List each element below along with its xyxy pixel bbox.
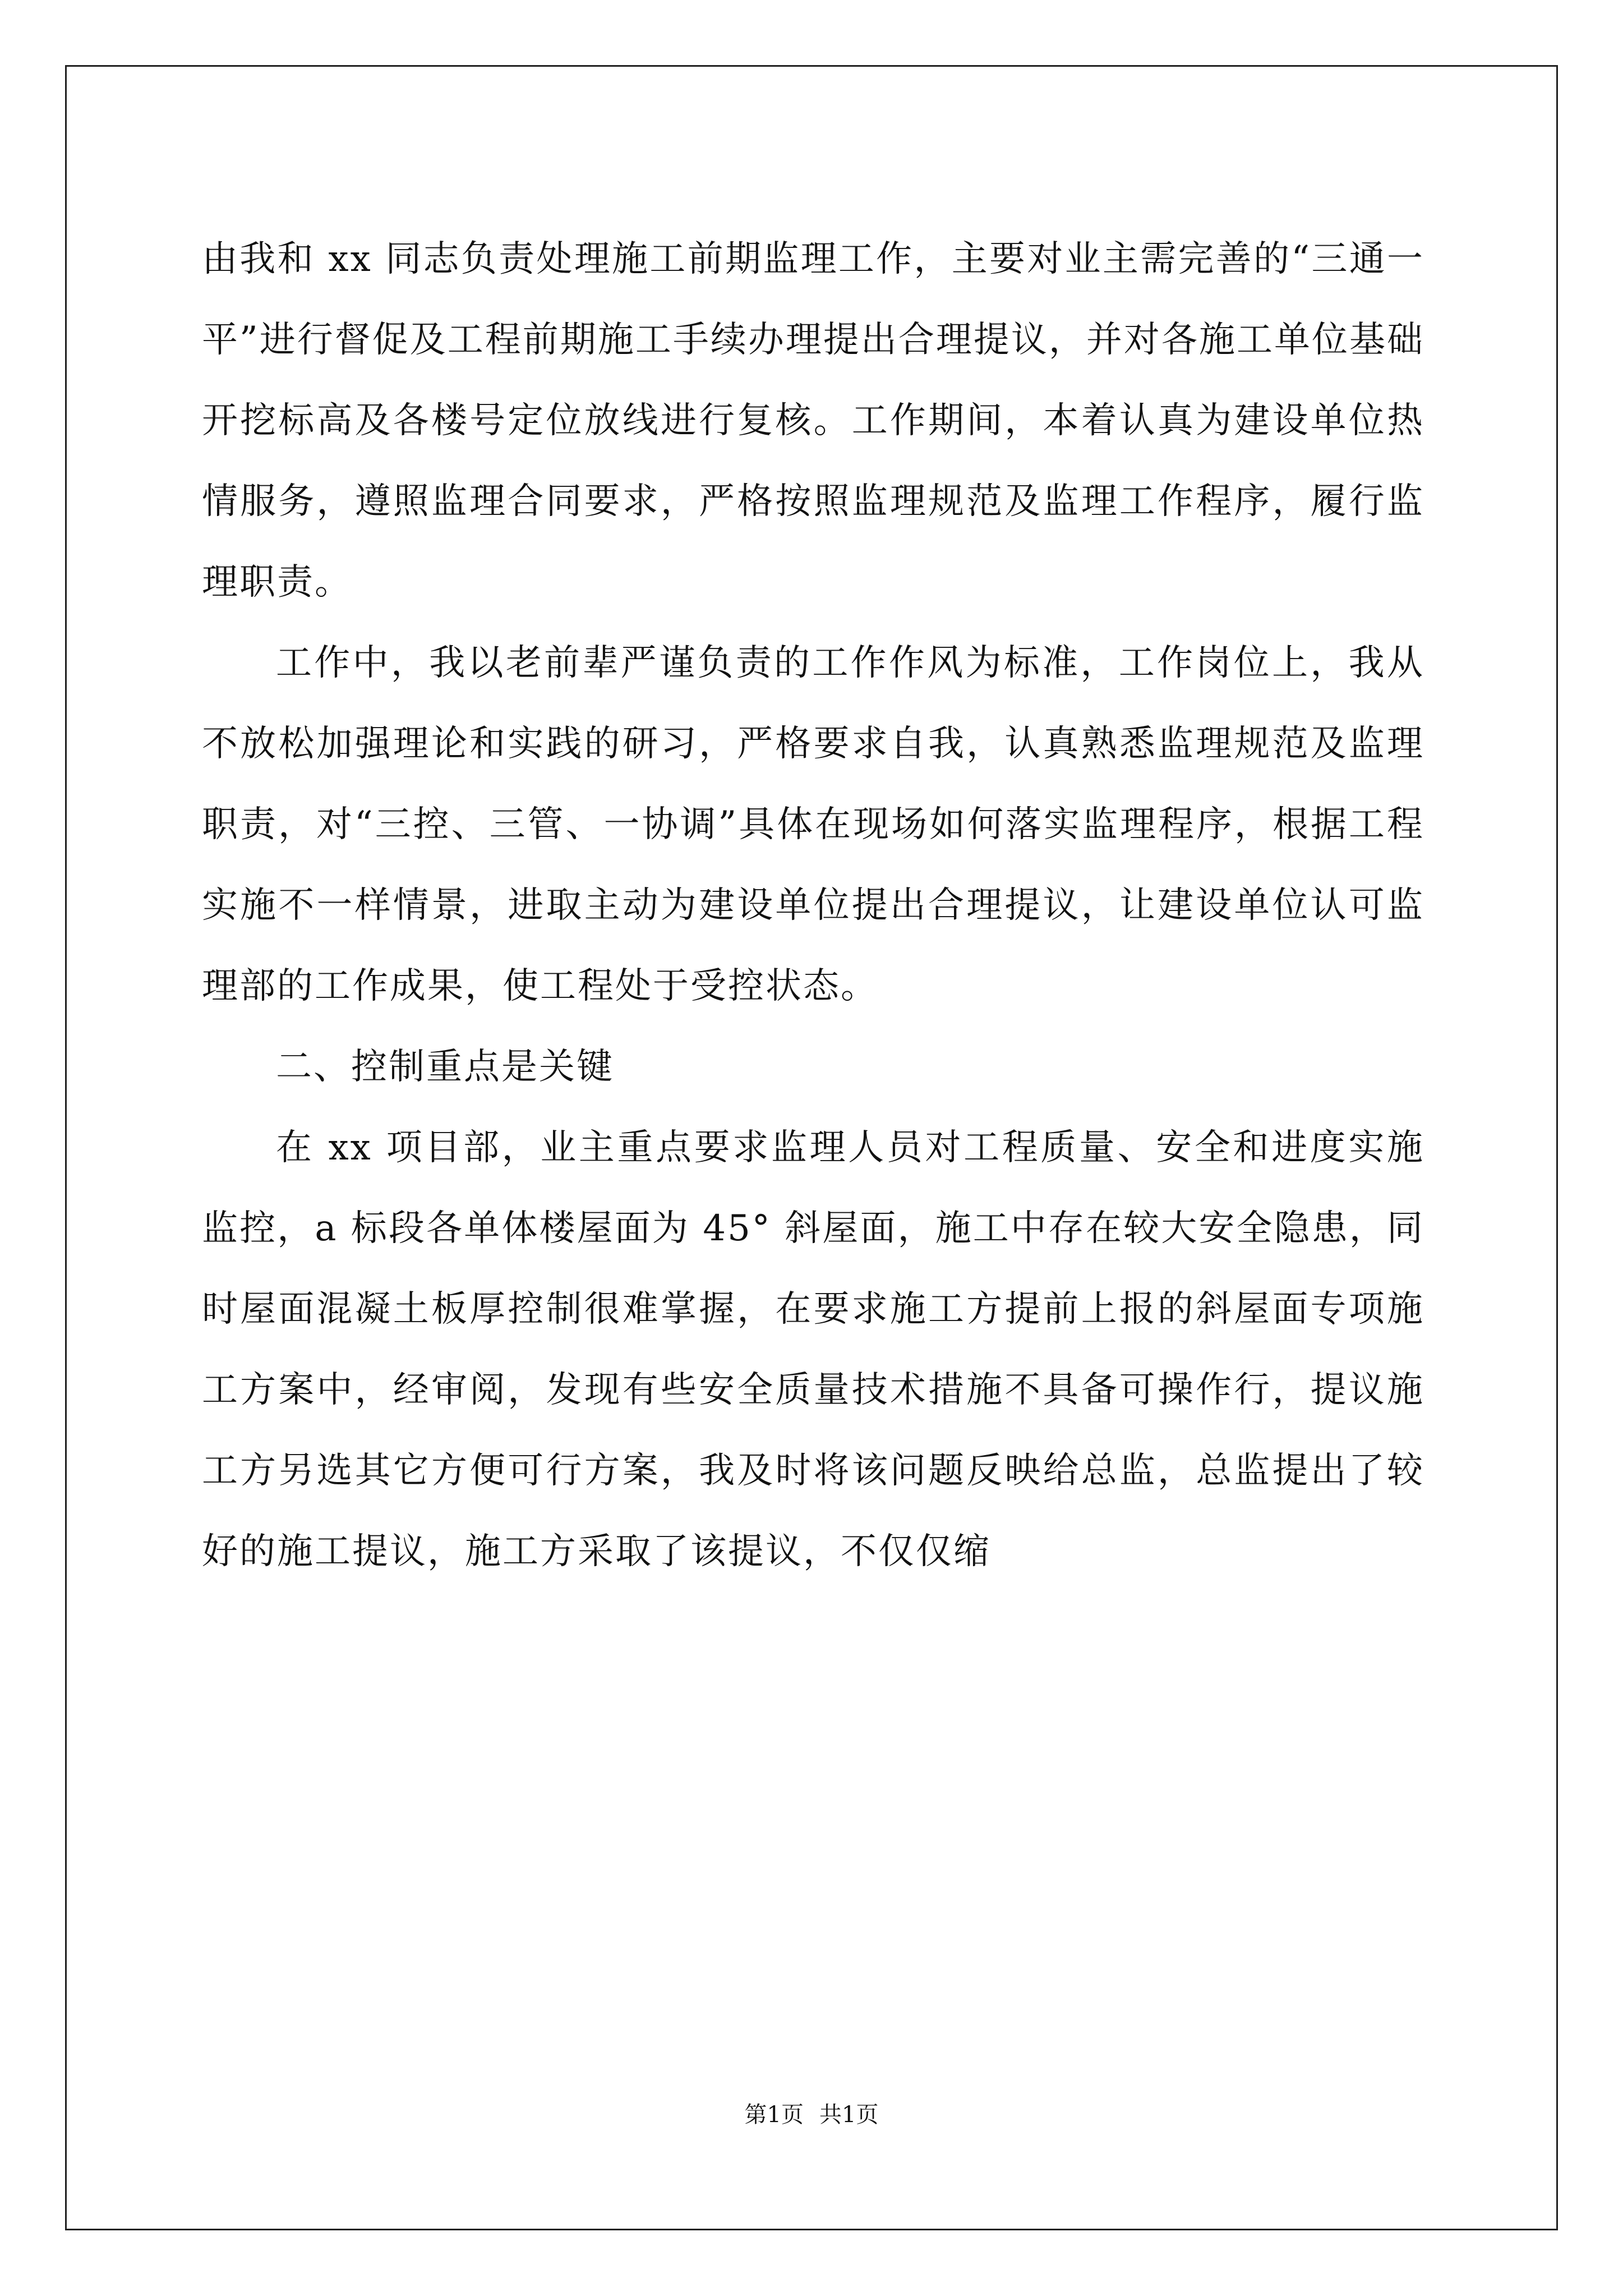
paragraph-2: 工作中，我以老前辈严谨负责的工作作风为标准，工作岗位上，我从不放松加强理论和实践的研习，严格要求自我，认真熟悉监理规范及监理职责，对“三控、三管、一协调”具体在现场如何落实监理程序，根据工程实施不一样情景，进取主动为建设单位提出合理提议，让建设单位认可监理部的工作成果，使工程处于受控状态。 <box>202 642 1424 1007</box>
page-total: 共1页 <box>819 2102 879 2128</box>
document-body <box>202 219 1424 1592</box>
page-footer <box>0 2101 1623 2129</box>
section-heading: 二、控制重点是关键 <box>276 1046 614 1088</box>
paragraph-3: 在 xx 项目部，业主重点要求监理人员对工程质量、安全和进度实施监控，a 标段各单体楼屋面为 45° 斜屋面，施工中存在较大安全隐患，同时屋面混凝土板厚控制很难掌握，在要求施工方提前上报的斜屋面专项施工方案中，经审阅，发现有些安全质量技术措施不具备可操作行，提议施工方另选其它方便可行方案，我及时将该问题反映给总监，总监提出了较好的施工提议，施工方采取了该提议，不仅仅缩 <box>202 1127 1424 1572</box>
page-number: 第1页 <box>744 2102 804 2128</box>
paragraph-1: 由我和 xx 同志负责处理施工前期监理工作，主要对业主需完善的“三通一平”进行督促及工程前期施工手续办理提出合理提议，并对各施工单位基础开挖标高及各楼号定位放线进行复核。工作期间，本着认真为建设单位热情服务，遵照监理合同要求，严格按照监理规范及监理工作程序，履行监理职责。 <box>202 238 1424 603</box>
